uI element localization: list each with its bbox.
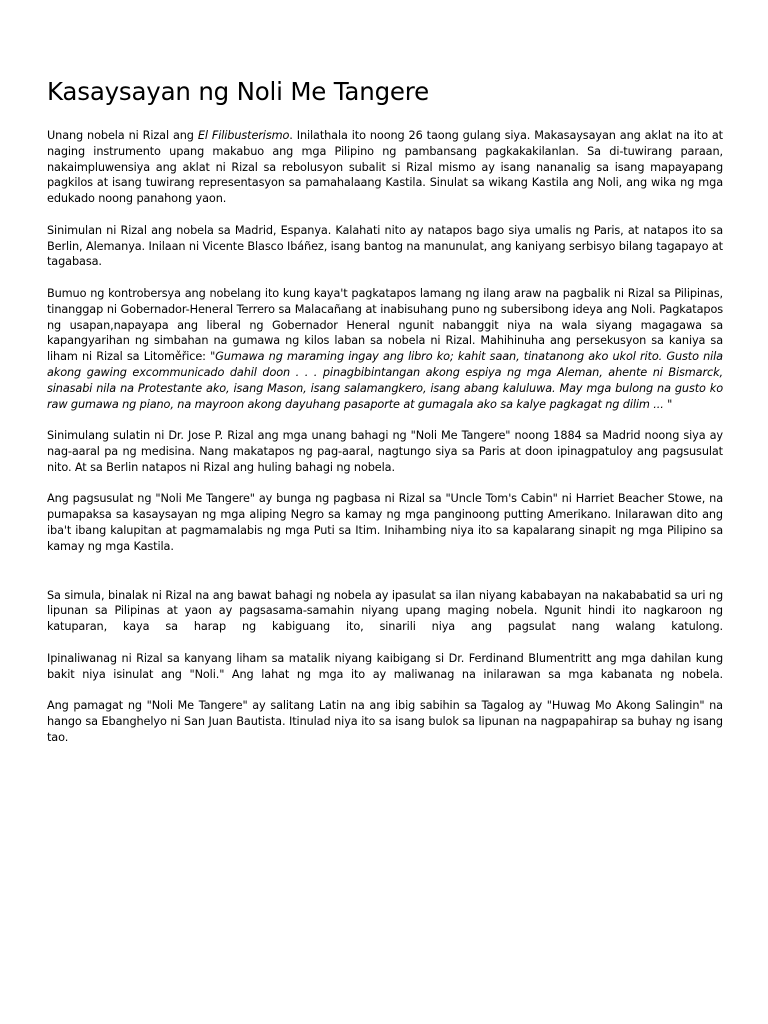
paragraph-2: Sinimulan ni Rizal ang nobela sa Madrid, Espanya. Kalahati nito ay natapos bago siya umalis ng Paris, at natapos ito sa Berlin, Alemanya. Inilaan ni Vicente Blasco Ibáñez, isang bantog na manunulat, ang kaniyang serbisyo bilang tagapayo at tagabasa. <box>47 223 723 269</box>
paragraph-3 <box>47 286 723 412</box>
paragraph-8: Ang pamagat ng "Noli Me Tangere" ay salitang Latin na ang ibig sabihin sa Tagalog ay "Huwag Mo Akong Salingin" na hango sa Ebanghelyo ni San Juan Bautista. Itinulad niya ito sa isang bulok sa lipunan na nagpapahirap sa buhay ng isang tao. <box>47 699 723 744</box>
paragraph-3-text-a: Bumuo ng kontrobersya ang nobelang ito kung kaya't pagkatapos lamang ng ilang araw na pagbalik ni Rizal sa Pilipinas, tinanggap ni Gobernador-Heneral Terrero sa Malacañang at inabisuhang puno ng subersibong ideya ang Noli. Pagkatapos ng usapan,napayapa ang liberal ng Gobernador Heneral ngunit nabanggit niya na wala siyang magagawa sa kapangyarihan ng simbahan na gumawa ng kilos laban sa nobela ni Rizal. Mahihinuha ang persekusyon sa kaniya sa liham ni Rizal sa Litoměřice: " <box>47 286 723 364</box>
page-title: Kasaysayan ng Noli Me Tangere <box>47 77 430 106</box>
paragraph-4: Sinimulang sulatin ni Dr. Jose P. Rizal ang mga unang bahagi ng "Noli Me Tangere" noong 1884 sa Madrid noong siya ay nag-aaral pa ng medisina. Nang makatapos ng pag-aaral, nagtungo siya sa Paris at doon ipinagpatuloy ang pagsusulat nito. At sa Berlin natapos ni Rizal ang huling bahagi ng nobela. <box>47 429 723 474</box>
document-page <box>47 76 723 745</box>
paragraph-1 <box>47 128 723 207</box>
paragraph-1-book-title: El Filibusterismo <box>197 129 290 142</box>
paragraph-1-text-a: Unang nobela ni Rizal ang <box>47 129 198 142</box>
paragraph-6: Sa simula, binalak ni Rizal na ang bawat bahagi ng nobela ay ipasulat sa ilan niyang kababayan na nakababatid sa uri ng lipunan sa Pilipinas at yaon ay pagsasama-samahin niyang upang maging nobela. Ngunit hindi ito nagkaroon ng katuparan, kaya sa harap ng kabiguang ito, sinarili niya ang pagsulat nang walang katulong. <box>47 588 723 634</box>
paragraph-7: Ipinaliwanag ni Rizal sa kanyang liham sa matalik niyang kaibigang si Dr. Ferdinand Blumentritt ang mga dahilan kung bakit niya isinulat ang "Noli." Ang lahat ng mga ito ay maliwanag na inilarawan sa mga kabanata ng nobela. <box>47 651 723 681</box>
paragraph-5: Ang pagsusulat ng "Noli Me Tangere" ay bunga ng pagbasa ni Rizal sa "Uncle Tom's Cabin" ni Harriet Beacher Stowe, na pumapaksa sa kasaysayan ng mga aliping Negro sa kamay ng mga panginoong putting Amerikano. Inilarawan dito ang iba't ibang kalupitan at pagmamalabis ng mga Puti sa Itim. Inihambing niya ito sa kapalarang sinapit ng mga Pilipino sa kamay ng mga Kastila. <box>47 492 723 553</box>
paragraph-3-text-b: " <box>663 397 673 411</box>
paragraph-1-text-b: . Inilathala ito noong 26 taong gulang siya. Makasaysayan ang aklat na ito at naging instrumento upang makabuo ang mga Pilipino ng pambansang pagkakakilanlan. Sa di-tuwirang paraan, nakaimpluwensiya ang aklat ni Rizal sa rebolusyon subalit si Rizal mismo ay isang nananalig sa isang mapayapang pagkilos at isang tuwirang representasyon sa pamahalaang Kastila. Sinulat sa wikang Kastila ang Noli, ang wika ng mga edukado noong panahong yaon. <box>47 129 723 206</box>
paragraph-3-quote: Gumawa ng maraming ingay ang libro ko; kahit saan, tinatanong ako ukol rito. Gusto nila akong gawing excommunicado dahil doon . . . pinagbibintangan akong espiya ng mga Aleman, ahente ni Bismarck, sinasabi nila na Protestante ako, isang Mason, isang salamangkero, isang abang kaluluwa. May mga bulong na gusto ko raw gumawa ng piano, na mayroon akong dayuhang pasaporte at gumagala ako sa kalye pagkagat ng dilim ... <box>47 350 723 411</box>
